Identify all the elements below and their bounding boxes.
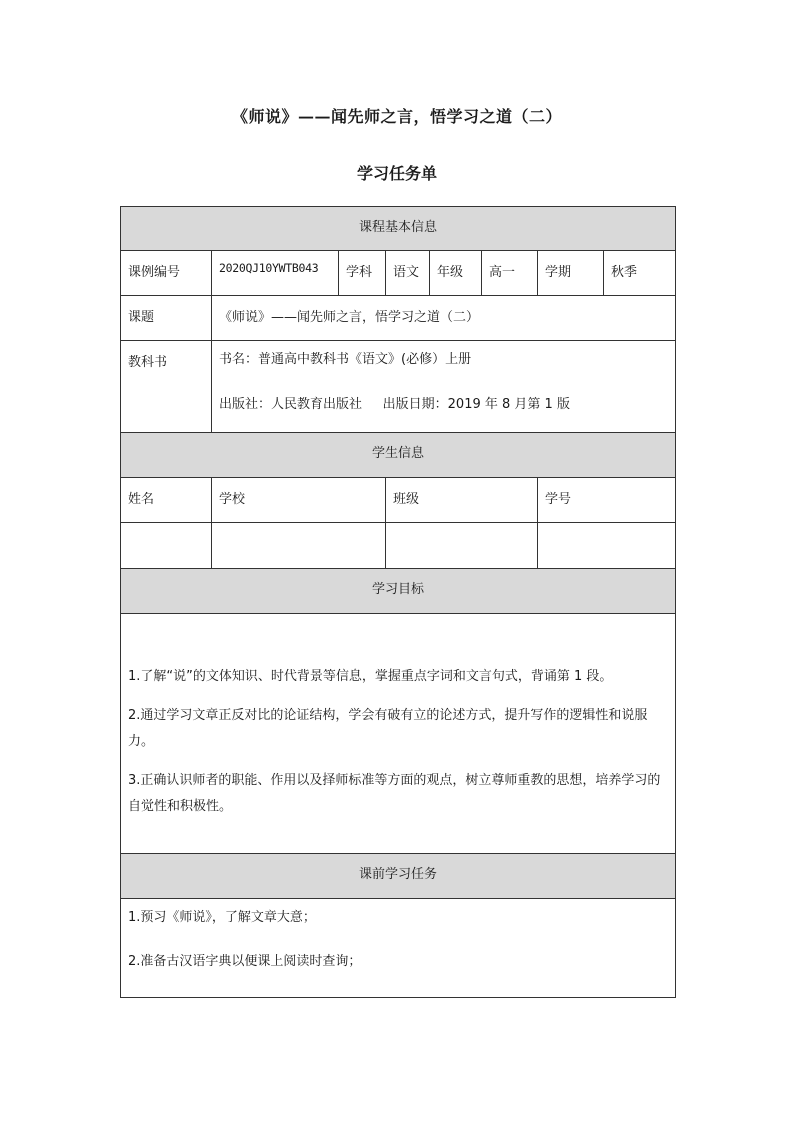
subject-value: 语文: [386, 251, 430, 296]
document-title: 《师说》——闻先师之言，悟学习之道（二）: [231, 107, 562, 126]
course-meta-row: [121, 251, 676, 296]
textbook-row: [121, 341, 676, 433]
student-school-field[interactable]: [212, 523, 386, 569]
pre-class-task: 1.预习《师说》，了解文章大意；: [128, 910, 316, 925]
pre-class-list: [121, 899, 676, 998]
student-id-field[interactable]: [538, 523, 676, 569]
document-subtitle: 学习任务单: [356, 164, 437, 183]
subject-label: 学科: [339, 251, 386, 296]
pre-class-task: 2.准备古汉语字典以便课上阅读时查询；: [128, 954, 362, 969]
student-info-header-row: [121, 433, 676, 478]
topic-label: 课题: [121, 296, 212, 341]
grade-value: 高一: [482, 251, 538, 296]
case-no-label: 课例编号: [121, 251, 212, 296]
student-values-row: [121, 523, 676, 569]
textbook-name: 书名：普通高中教科书《语文》(必修）上册: [219, 352, 472, 367]
objective-item: 2.通过学习文章正反对比的论证结构，学会有破有立的论述方式，提升写作的逻辑性和说服力。: [128, 708, 648, 749]
topic-value: 《师说》——闻先师之言，悟学习之道（二）: [212, 296, 676, 341]
objectives-row: [121, 614, 676, 854]
task-sheet-table: [120, 206, 675, 997]
pre-class-header: 课前学习任务: [121, 854, 676, 899]
objective-item: 1.了解“说”的文体知识、时代背景等信息，掌握重点字词和文言句式，背诵第 1 段。: [128, 669, 613, 684]
student-info-header: 学生信息: [121, 433, 676, 478]
student-class-label: 班级: [386, 478, 538, 523]
student-id-label: 学号: [538, 478, 676, 523]
grade-label: 年级: [430, 251, 482, 296]
objective-item: 3.正确认识师者的职能、作用以及择师标准等方面的观点，树立尊师重教的思想，培养学习的自觉性和积极性。: [128, 773, 661, 814]
objectives-list: [121, 614, 676, 854]
student-class-field[interactable]: [386, 523, 538, 569]
textbook-label: 教科书: [121, 341, 212, 433]
student-name-field[interactable]: [121, 523, 212, 569]
case-no-value: 2020QJ10YWTB043: [212, 251, 339, 296]
course-info-header-row: [121, 207, 676, 251]
objectives-header-row: [121, 569, 676, 614]
textbook-details: [212, 341, 676, 433]
objectives-header: 学习目标: [121, 569, 676, 614]
textbook-publisher: 出版社：人民教育出版社 出版日期：2019 年 8 月第 1 版: [219, 397, 570, 412]
student-school-label: 学校: [212, 478, 386, 523]
course-info-header: 课程基本信息: [121, 207, 676, 251]
term-value: 秋季: [604, 251, 676, 296]
topic-row: [121, 296, 676, 341]
term-label: 学期: [538, 251, 604, 296]
student-labels-row: [121, 478, 676, 523]
student-name-label: 姓名: [121, 478, 212, 523]
pre-class-row: [121, 899, 676, 998]
pre-class-header-row: [121, 854, 676, 899]
